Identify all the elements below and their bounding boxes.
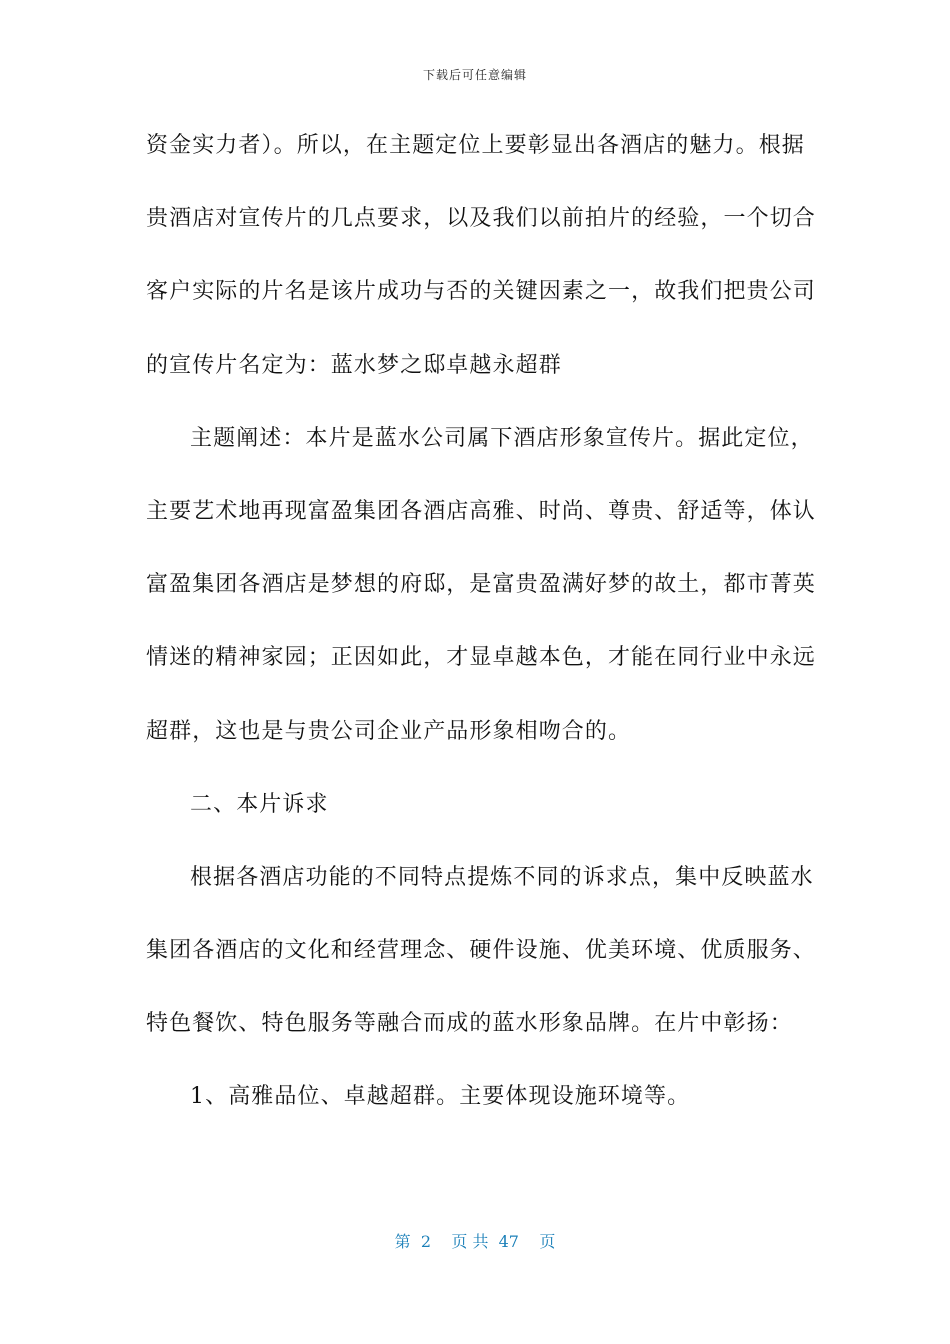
text-line: 主要艺术地再现富盈集团各酒店高雅、时尚、尊贵、舒适等，体认 bbox=[146, 498, 816, 524]
text-line: 资金实力者）。所以，在主题定位上要彰显出各酒店的魅力。根据 bbox=[146, 133, 805, 158]
page-number-footer: 第 2 页 共 47 页 bbox=[394, 1232, 556, 1251]
text-line: 情迷的精神家园；正因如此，才显卓越本色，才能在同行业中永远 bbox=[146, 645, 816, 671]
paragraph-start-line: 根据各酒店功能的不同特点提炼不同的诉求点，集中反映蓝水 bbox=[190, 864, 814, 890]
section-heading: 二、本片诉求 bbox=[190, 791, 329, 817]
list-item: 1、高雅品位、卓越超群。主要体现设施环境等。 bbox=[190, 1084, 691, 1110]
document-body bbox=[146, 124, 816, 1149]
paragraph-start-line: 主题阐述：本片是蓝水公司属下酒店形象宣传片。据此定位， bbox=[190, 425, 814, 451]
text-line: 超群，这也是与贵公司企业产品形象相吻合的。 bbox=[146, 718, 632, 744]
text-line: 客户实际的片名是该片成功与否的关键因素之一，故我们把贵公司 bbox=[146, 279, 816, 305]
text-line: 的宣传片名定为：蓝水梦之邸卓越永超群 bbox=[146, 352, 562, 378]
text-line: 特色餐饮、特色服务等融合而成的蓝水形象品牌。在片中彰扬： bbox=[146, 1011, 793, 1037]
text-line: 富盈集团各酒店是梦想的府邸，是富贵盈满好梦的故土，都市菁英 bbox=[146, 572, 816, 598]
text-line: 贵酒店对宣传片的几点要求，以及我们以前拍片的经验，一个切合 bbox=[146, 206, 816, 232]
text-line: 集团各酒店的文化和经营理念、硬件设施、优美环境、优质服务、 bbox=[146, 938, 816, 964]
page-header-note: 下载后可任意编辑 bbox=[422, 68, 527, 82]
